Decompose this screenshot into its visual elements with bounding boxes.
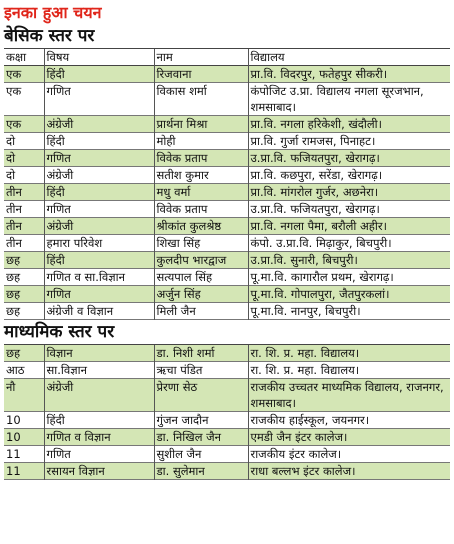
header-name: नाम [154,49,248,66]
basic-level-table [4,49,450,320]
table-row [4,66,450,83]
table-row [4,345,450,362]
cell-name: ऋचा पंडित [154,362,248,379]
headline: इनका हुआ चयन [4,3,102,22]
cell-subject: गणित [44,446,154,463]
cell-subject: हिंदी [44,252,154,269]
cell-subject: हिंदी [44,66,154,83]
section-title-basic: बेसिक स्तर पर [4,24,450,49]
cell-school: कंपो. उ.प्रा.वि. मिढ़ाकुर, बिचपुरी। [250,236,392,250]
cell-subject: गणित [44,150,154,167]
cell-subject: विज्ञान [44,345,154,362]
cell-name: कुलदीप भारद्वाज [154,252,248,269]
header-class: कक्षा [4,49,44,66]
cell-name: मोही [154,133,248,150]
cell-class: तीन [4,184,44,201]
cell-name: डा. सुलेमान [154,463,248,480]
cell-name: सुशील जैन [154,446,248,463]
cell-class: 11 [4,463,44,480]
table-row [4,446,450,463]
cell-name: डा. निशी शर्मा [154,345,248,362]
table-row [4,167,450,184]
table-row [4,286,450,303]
table-row [4,252,450,269]
table-row [4,463,450,480]
table-row [4,83,450,116]
cell-school: प्रा.वि. कछपुरा, सरेंडा, खेरागढ़। [250,168,383,182]
table-row [4,362,450,379]
cell-school: प्रा.वि. नगला हरिकेशी, खंदौली। [248,116,450,133]
cell-name: विवेक प्रताप [154,150,248,167]
cell-subject: अंग्रेजी [44,167,154,184]
cell-subject: गणित व विज्ञान [44,429,154,446]
cell-school: पू.मा.वि. गोपालपुरा, जैतपुरकलां। [248,286,450,303]
cell-school: राधा बल्लभ इंटर कालेज। [248,463,450,480]
section-title-secondary: माध्यमिक स्तर पर [4,320,450,345]
cell-name: डा. निखिल जैन [154,429,248,446]
cell-class: दो [4,150,44,167]
cell-subject: गणित [44,201,154,218]
cell-class: छह [4,345,44,362]
cell-school: कंपोजिट उ.प्रा. विद्यालय नगला सूरजभान, शमसाबाद। [250,84,424,114]
cell-subject: अंग्रेजी [44,379,154,412]
cell-school: प्रा.वि. विदरपुर, फतेहपुर सीकरी। [248,66,450,83]
cell-class: दो [4,133,44,150]
table-row [4,379,450,412]
cell-name: सतीश कुमार [154,167,248,184]
cell-school: रा. शि. प्र. महा. विद्यालय। [248,345,450,362]
cell-class: तीन [4,218,44,235]
cell-subject: गणित [44,83,154,116]
cell-name: विकास शर्मा [154,83,248,116]
cell-school: पू.मा.वि. कागारौल प्रथम, खेरागढ़। [250,270,394,284]
table-row [4,184,450,201]
cell-class: एक [4,66,44,83]
cell-subject: गणित [44,286,154,303]
cell-subject: हिंदी [44,133,154,150]
cell-name: प्रेरणा सेठ [154,379,248,412]
cell-class: 10 [4,429,44,446]
header-school: विद्यालय [250,50,285,64]
secondary-level-table [4,345,450,480]
cell-subject: गणित व सा.विज्ञान [44,269,154,286]
cell-class: दो [4,167,44,184]
cell-school: राजकीय हाईस्कूल, जयनगर। [250,413,370,427]
cell-name: मिली जैन [154,303,248,320]
table-row [4,429,450,446]
cell-subject: हमारा परिवेश [44,235,154,252]
table-row [4,303,450,320]
cell-school: रा. शि. प्र. महा. विद्यालय। [250,363,360,377]
cell-subject: सा.विज्ञान [44,362,154,379]
cell-school: उ.प्रा.वि. फजियतपुरा, खेरागढ़। [248,150,450,167]
header-subject: विषय [44,49,154,66]
cell-subject: हिंदी [44,184,154,201]
cell-class: नौ [4,379,44,412]
cell-class: तीन [4,201,44,218]
cell-school: उ.प्रा.वि. फजियतपुरा, खेरागढ़। [250,202,380,216]
cell-name: विवेक प्रताप [154,201,248,218]
cell-class: एक [4,83,44,116]
cell-school: एमडी जैन इंटर कालेज। [248,429,450,446]
table-row [4,235,450,252]
cell-school: प्रा.वि. मांगरोल गुर्जर, अछनेरा। [248,184,450,201]
cell-name: मधु वर्मा [154,184,248,201]
cell-class: तीन [4,235,44,252]
cell-subject: अंग्रेजी व विज्ञान [44,303,154,320]
cell-school: प्रा.वि. नगला पैमा, बरौली अहीर। [248,218,450,235]
cell-class: छह [4,286,44,303]
cell-class: 11 [4,446,44,463]
cell-class: 10 [4,412,44,429]
cell-name: प्रार्थना मिश्रा [154,116,248,133]
cell-subject: हिंदी [44,412,154,429]
cell-class: छह [4,269,44,286]
cell-school: उ.प्रा.वि. सुनारी, बिचपुरी। [248,252,450,269]
table-row [4,412,450,429]
table-row [4,150,450,167]
cell-subject: अंग्रेजी [44,218,154,235]
cell-school: पू.मा.वि. नानपुर, बिचपुरी। [250,304,361,318]
cell-name: अर्जुन सिंह [154,286,248,303]
cell-class: आठ [4,362,44,379]
table-row [4,218,450,235]
table-row [4,116,450,133]
cell-class: एक [4,116,44,133]
cell-name: सत्यपाल सिंह [154,269,248,286]
cell-name: रिजवाना [154,66,248,83]
cell-subject: रसायन विज्ञान [44,463,154,480]
cell-school: राजकीय उच्चतर माध्यमिक विद्यालय, राजनगर, शमसाबाद। [248,379,450,412]
cell-subject: अंग्रेजी [44,116,154,133]
cell-name: श्रीकांत कुलश्रेष्ठ [154,218,248,235]
cell-name: शिखा सिंह [154,235,248,252]
table-header-row [4,49,450,66]
cell-school: प्रा.वि. गुर्जा रामजस, पिनाहट। [250,134,376,148]
cell-class: छह [4,303,44,320]
table-row [4,201,450,218]
table-row [4,269,450,286]
cell-name: गुंजन जादौन [154,412,248,429]
cell-class: छह [4,252,44,269]
table-row [4,133,450,150]
cell-school: राजकीय इंटर कालेज। [250,447,342,461]
